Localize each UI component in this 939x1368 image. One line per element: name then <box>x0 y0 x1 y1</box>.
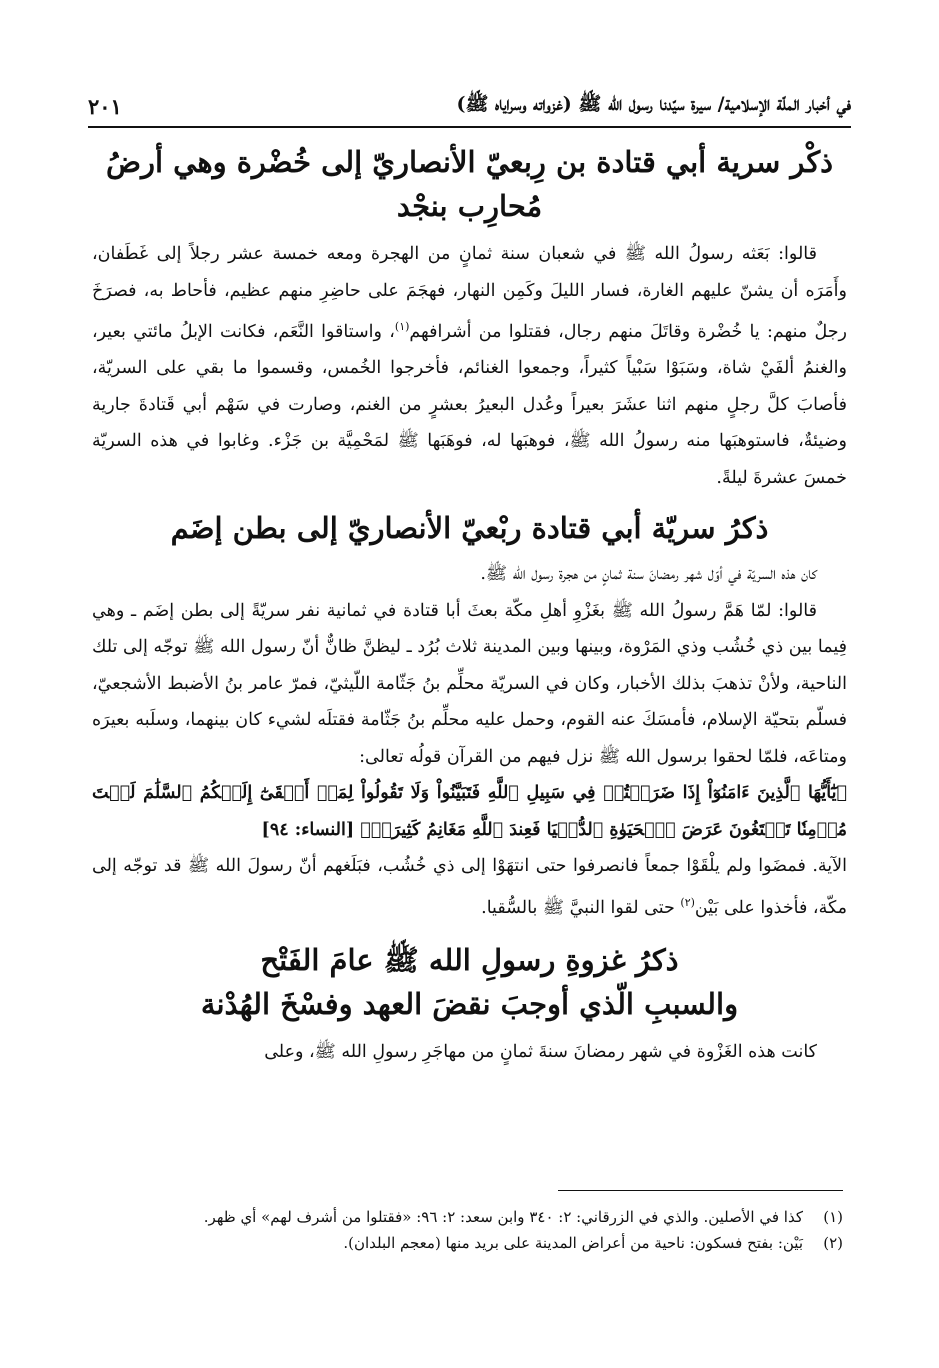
footnote-ref-1: (١) <box>394 320 410 333</box>
paragraph-conquest: كانت هذه الغَزْوة في شهر رمضانَ سنةَ ثمانٍ من مهاجَرِ رسولِ الله ﷺ، وعلى <box>264 1042 817 1063</box>
section-title-line-2: والسببِ الّذي أوجبَ نقضَ العهد وفسْخَ الهُدْنة <box>200 987 739 1022</box>
page-body <box>92 140 847 1071</box>
footnote-text: كذا في الأصلين. والذي في الزرقاني: ٢: ٣٤٠ وابن سعد: ٢: ٩٦: «فقتلوا من أشرف لهم» أي ظهر. <box>203 1208 803 1226</box>
paragraph-idam-story: قالوا: لمّا هَمَّ رسولُ الله ﷺ بغَزْوِ أهلِ مكّة بعثَ أبا قتادة في ثمانية نفر سريّةً إلى بطن إضَم ـ وهي فِيما بين ذي خُشُب وذي المَرْوة، وبينها وبين المدينة ثلاث بُرُد ـ ليظنَّ ظانٌّ أنّ رسول الله ﷺ توجّه إلى تلك الناحية، ولأنْ تذهبَ بذلك الأخبار، وكان في السريّة محلِّم بنُ جَثّامة اللّيثيّ، فمرّ عامر بنُ الأضبط الأشجعيّ، فسلّم بتحيّة الإسلام، فأمسَكَ عنه القوم، وحمل عليه محلِّم بنُ جَثّامة فقتلَه لشيء كان بينهما، وسلَبه بعيرَه ومتاعَه، فلمّا لحقوا برسول الله ﷺ نزل فيهم من القرآن قولُه تعالى: <box>92 600 847 767</box>
paragraph-text-cont: ، واستاقوا النَّعَم، فكانت الإبلُ مائتي بعير، والغنمُ ألفَيْ شاة، وسَبَوْا سَبْياً كثيراً، وجمعوا الغنائم، فأخرجوا الخُمس، وقسموا ما بقي على السريّة، فأصابَ كلَّ رجلٍ منهم اثنا عشَرَ بعيراً وعُدل البعيرُ بعشرٍ من الغنم، وصارت في سَهْم أبي قَتادةَ جارية وضيئةٌ، فاستوهبَها منه رسولُ الله ﷺ، فوهبَها له، فوهَبَها ﷺ لمَحْمِيَّة بن جَزْء. وغابوا في هذه السريّة خمسَ عشرةَ ليلةً. <box>92 321 847 488</box>
section-title-conquest <box>92 938 847 1026</box>
section-title-line-1: ذكرُ غزوةِ رسولِ الله ﷺ عامَ الفَتْح <box>260 943 679 978</box>
section-title-line-1: ذكْر سرية أبي قتادة بن رِبعيّ الأنصاريّ إلى خُضْرة وهي أرضُ <box>105 145 834 179</box>
quran-verse <box>92 775 847 848</box>
footnotes <box>96 1204 843 1256</box>
quran-reference: [النساء: ٩٤] <box>261 819 355 840</box>
page-number: ٢٠١ <box>88 93 122 119</box>
paragraph-khudra <box>92 236 847 496</box>
section-title-line-2: مُحارِب بنجْد <box>396 189 543 223</box>
paragraph-idam-date: كان هذه السريّة في أوّل شهر رمضانَ سنة ثمانٍ من هجرة رسول الله ﷺ. <box>480 564 817 585</box>
section-title-abu-qatada-khudra <box>92 140 847 228</box>
footnote-ref-2: (٢) <box>680 895 695 909</box>
paragraph-text: الآية. فمضَوا ولم يلْقَوْا جمعاً فانصرفوا حتى انتهَوْا إلى ذي خُشُب، فبَلَغهم أنّ رسولَ الله ﷺ قد توجّه إلى مكّة، فأخذوا على بَيْن <box>92 856 847 918</box>
footnote-number: (١) <box>823 1208 843 1226</box>
footnote-text: بَيْن: بفتح فسكون: ناحية من أعراض المدينة على بريد منها (معجم البلدان). <box>343 1234 803 1252</box>
running-header <box>88 86 851 128</box>
footnote-divider <box>558 1190 843 1191</box>
footnote-number: (٢) <box>823 1234 843 1252</box>
section-title-batn-idam: ذكرُ سريّة أبي قتادة ربْعيّ الأنصاريّ إلى بطن إضَم <box>170 511 769 546</box>
footnote-item <box>96 1230 843 1256</box>
paragraph-text-cont: حتى لقوا النبيَّ ﷺ بالسُّقيا. <box>481 897 681 918</box>
paragraph-idam-end <box>92 848 847 926</box>
footnote-item <box>96 1204 843 1230</box>
header-title: في أخبار الملّة الإسلامية/ سيرة سيّدنا رسول الله ﷺ (غزواته وسراياه ﷺ) <box>456 93 851 115</box>
paragraph-text: قالوا: بَعَثه رسولُ الله ﷺ في شعبان سنة ثمانٍ من الهجرة ومعه خمسة عشر رجلاً إلى غَطَفان، وأَمَرَه أن يشنّ عليهم الغارة، فسار الليلَ وكَمِن النهار، فهجَمَ على حاضِرِ منهم عظيم، فأحاط به، فصرَخَ رجلٌ منهم: يا خُضْرة وقاتَلَ منهم رجال، فقتلوا من أشرافهم <box>92 244 847 342</box>
quran-text: ﴿يَٰٓأَيُّهَا ٱلَّذِينَ ءَامَنُوٓاْ إِذَا ضَرَبۡتُمۡ فِي سَبِيلِ ٱللَّهِ فَتَبَيَّنُواْ وَلَا تَقُولُواْ لِمَنۡ أَلۡقَىٰٓ إِلَيۡكُمُ ٱلسَّلَٰمَ لَسۡتَ مُؤۡمِنٗا تَبۡتَغُونَ عَرَضَ ٱلۡحَيَوٰةِ ٱلدُّنۡيَا فَعِندَ ٱللَّهِ مَغَانِمُ كَثِيرَةٞ﴾ <box>92 783 847 840</box>
